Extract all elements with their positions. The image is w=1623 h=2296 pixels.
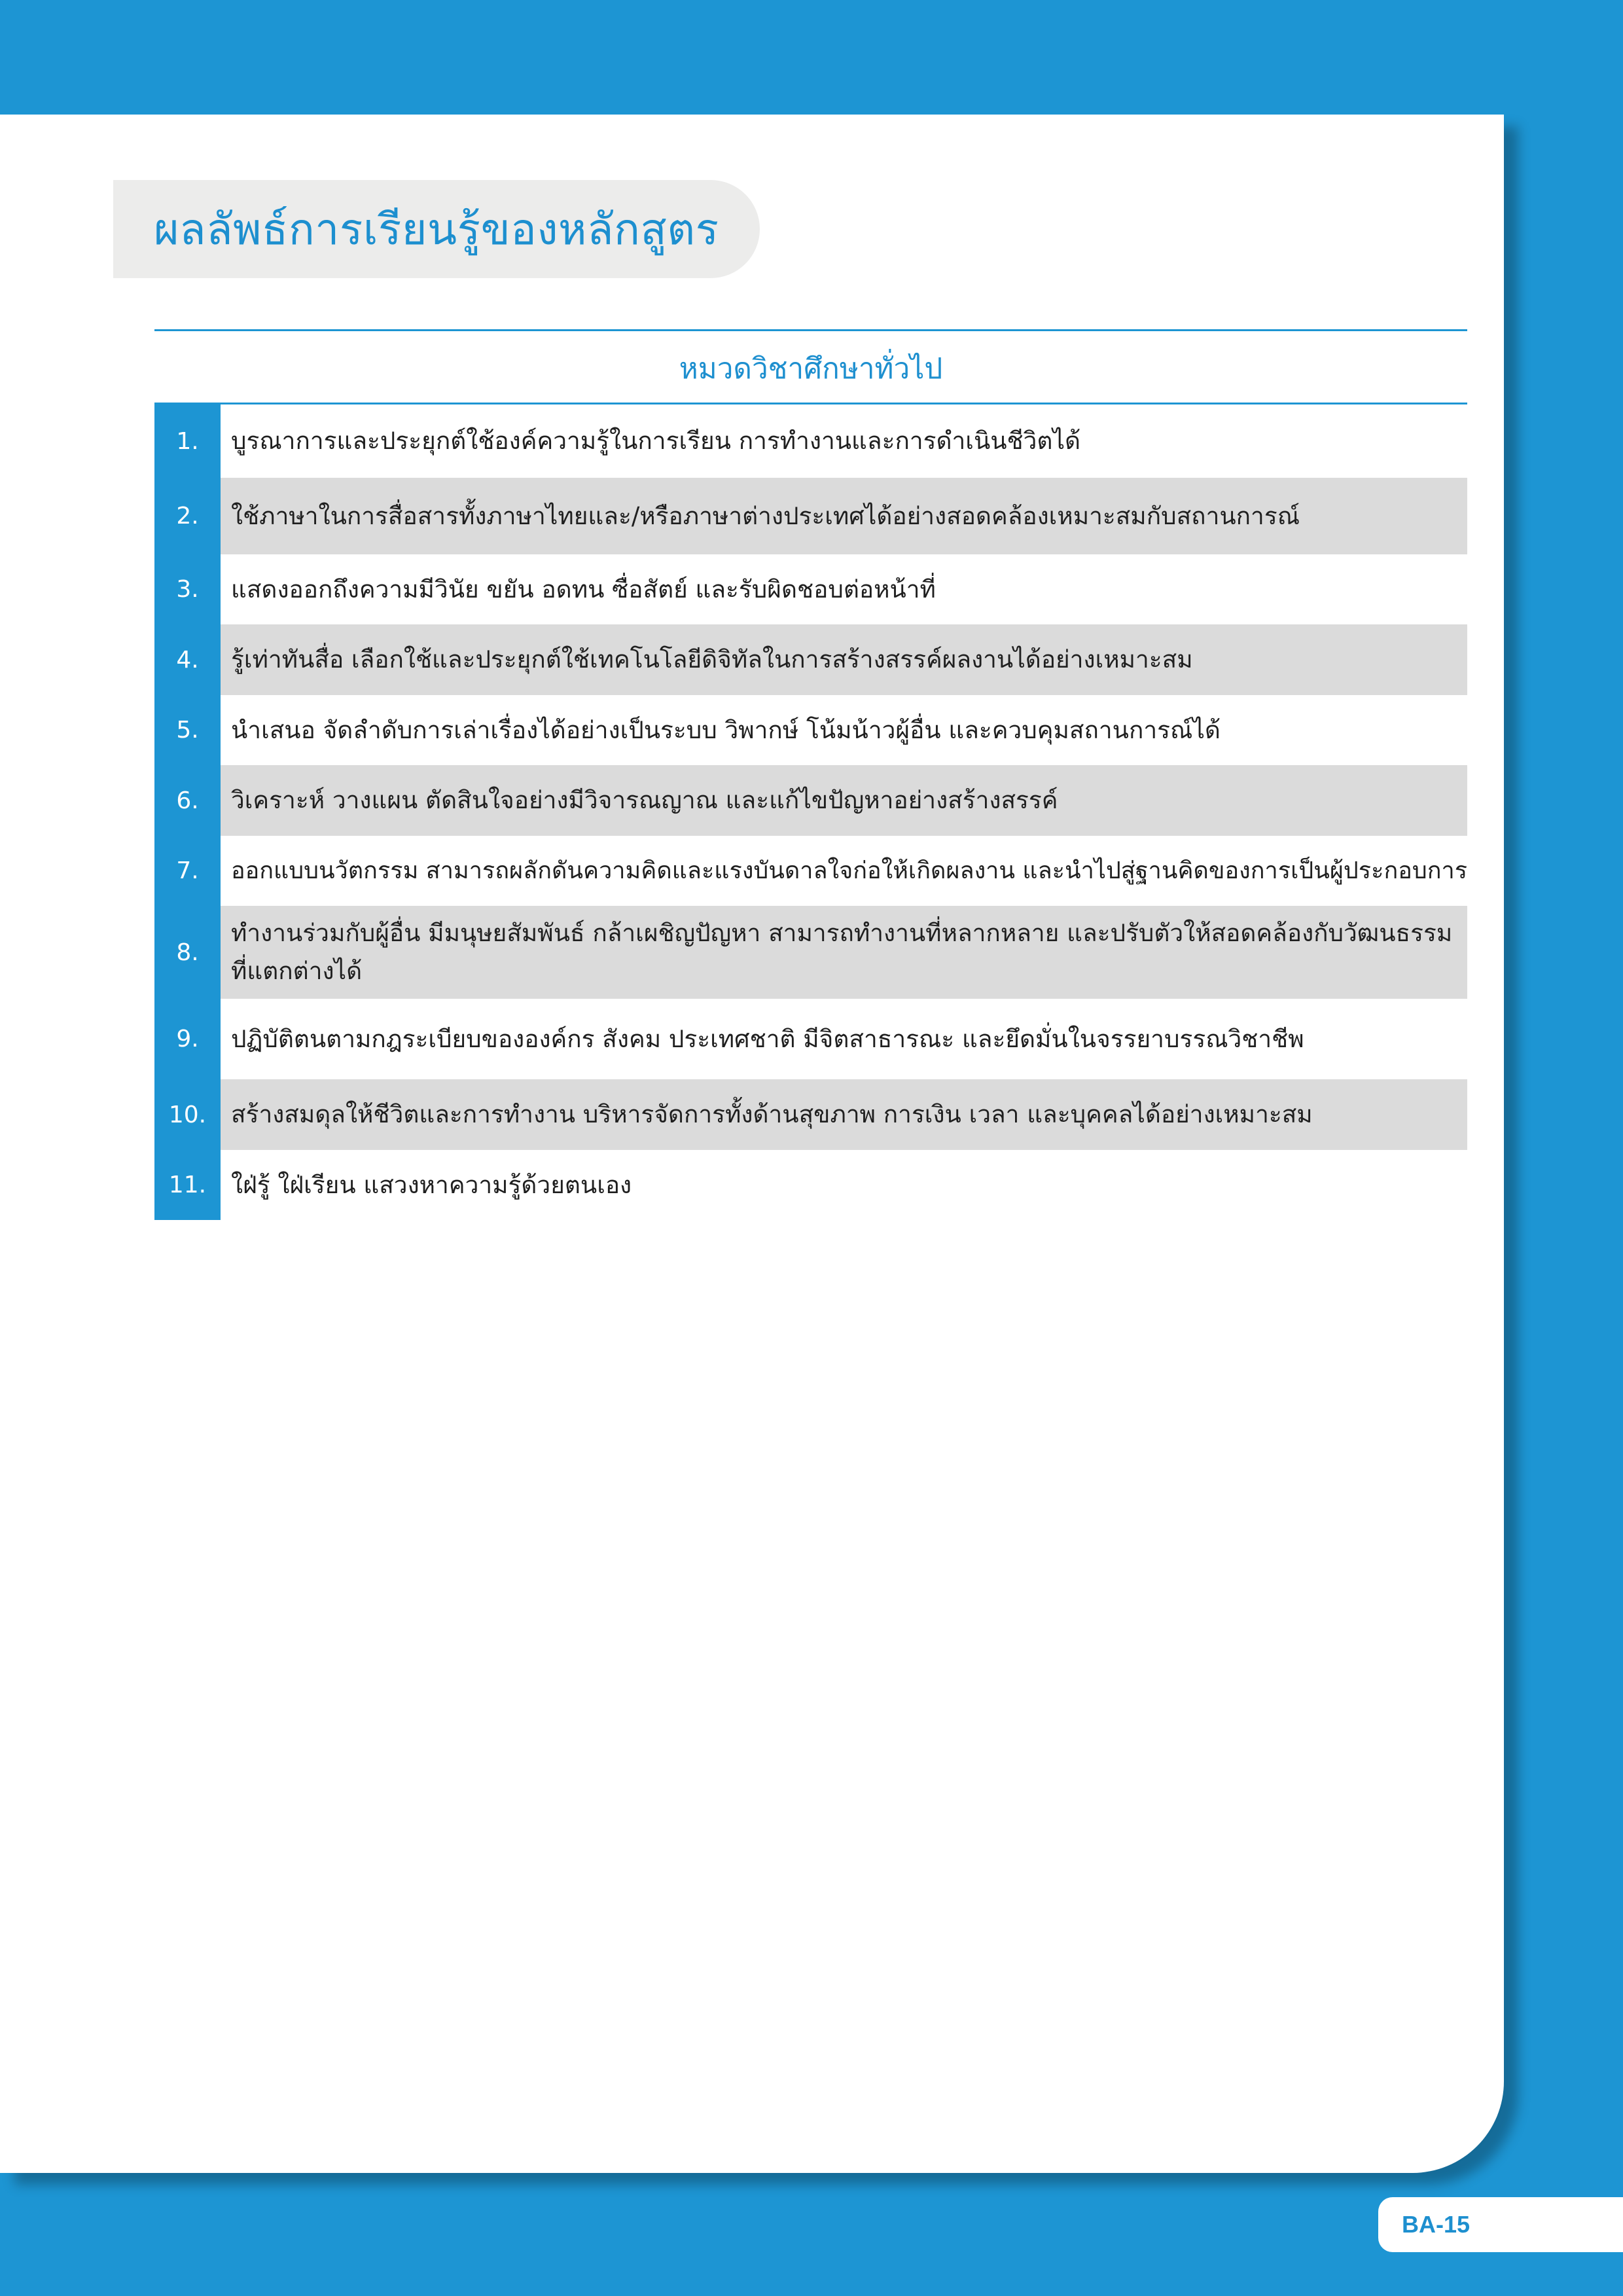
item-number: 1. bbox=[154, 404, 221, 478]
list-item bbox=[154, 478, 1467, 554]
title-banner bbox=[113, 180, 760, 278]
item-text: ใช้ภาษาในการสื่อสารทั้งภาษาไทยและ/หรือภาษาต่างประเทศได้อย่างสอดคล้องเหมาะสมกับสถานการณ์ bbox=[221, 478, 1467, 554]
item-text: ใฝ่รู้ ใฝ่เรียน แสวงหาความรู้ด้วยตนเอง bbox=[221, 1150, 1467, 1220]
page-number: BA-15 bbox=[1402, 2211, 1471, 2238]
page-number-badge bbox=[1378, 2197, 1623, 2252]
item-text: แสดงออกถึงความมีวินัย ขยัน อดทน ซื่อสัตย์ และรับผิดชอบต่อหน้าที่ bbox=[221, 554, 1467, 624]
page-card bbox=[0, 115, 1504, 2173]
page-title: ผลลัพธ์การเรียนรู้ของหลักสูตร bbox=[154, 204, 719, 255]
list-item bbox=[154, 1079, 1467, 1150]
item-number: 6. bbox=[154, 765, 221, 836]
item-number: 9. bbox=[154, 999, 221, 1079]
item-number: 4. bbox=[154, 624, 221, 695]
item-number: 11. bbox=[154, 1150, 221, 1220]
list-item bbox=[154, 404, 1467, 478]
section-heading: หมวดวิชาศึกษาทั่วไป bbox=[679, 352, 943, 386]
list-item bbox=[154, 906, 1467, 999]
item-number: 10. bbox=[154, 1079, 221, 1150]
item-number: 2. bbox=[154, 478, 221, 554]
list-item bbox=[154, 836, 1467, 906]
item-number: 7. bbox=[154, 836, 221, 906]
item-text: ปฏิบัติตนตามกฎระเบียบขององค์กร สังคม ประเทศชาติ มีจิตสาธารณะ และยึดมั่นในจรรยาบรรณวิชาชีพ bbox=[221, 999, 1467, 1079]
section-divider-top bbox=[154, 329, 1467, 331]
list-item bbox=[154, 999, 1467, 1079]
item-text: วิเคราะห์ วางแผน ตัดสินใจอย่างมีวิจารณญาณ และแก้ไขปัญหาอย่างสร้างสรรค์ bbox=[221, 765, 1467, 836]
list-item bbox=[154, 554, 1467, 624]
list-item bbox=[154, 624, 1467, 695]
item-number: 8. bbox=[154, 906, 221, 999]
item-text: ออกแบบนวัตกรรม สามารถผลักดันความคิดและแรงบันดาลใจก่อให้เกิดผลงาน และนำไปสู่ฐานคิดของการเป็นผู้ประกอบการ bbox=[221, 836, 1478, 906]
item-text: นำเสนอ จัดลำดับการเล่าเรื่องได้อย่างเป็นระบบ วิพากษ์ โน้มน้าวผู้อื่น และควบคุมสถานการณ์ได้ bbox=[221, 695, 1467, 765]
item-number: 3. bbox=[154, 554, 221, 624]
list-item bbox=[154, 695, 1467, 765]
item-number: 5. bbox=[154, 695, 221, 765]
list-item bbox=[154, 1150, 1467, 1220]
learning-outcomes-list bbox=[154, 404, 1467, 1220]
item-text: ทำงานร่วมกับผู้อื่น มีมนุษยสัมพันธ์ กล้าเผชิญปัญหา สามารถทำงานที่หลากหลาย และปรับตัวให้สอดคล้องกับวัฒนธรรมที่แตกต่างได้ bbox=[221, 906, 1467, 999]
item-text: สร้างสมดุลให้ชีวิตและการทำงาน บริหารจัดการทั้งด้านสุขภาพ การเงิน เวลา และบุคคลได้อย่างเหมาะสม bbox=[221, 1079, 1467, 1150]
item-text: บูรณาการและประยุกต์ใช้องค์ความรู้ในการเรียน การทำงานและการดำเนินชีวิตได้ bbox=[221, 404, 1467, 478]
list-item bbox=[154, 765, 1467, 836]
item-text: รู้เท่าทันสื่อ เลือกใช้และประยุกต์ใช้เทคโนโลยีดิจิทัลในการสร้างสรรค์ผลงานได้อย่างเหมาะสม bbox=[221, 624, 1467, 695]
